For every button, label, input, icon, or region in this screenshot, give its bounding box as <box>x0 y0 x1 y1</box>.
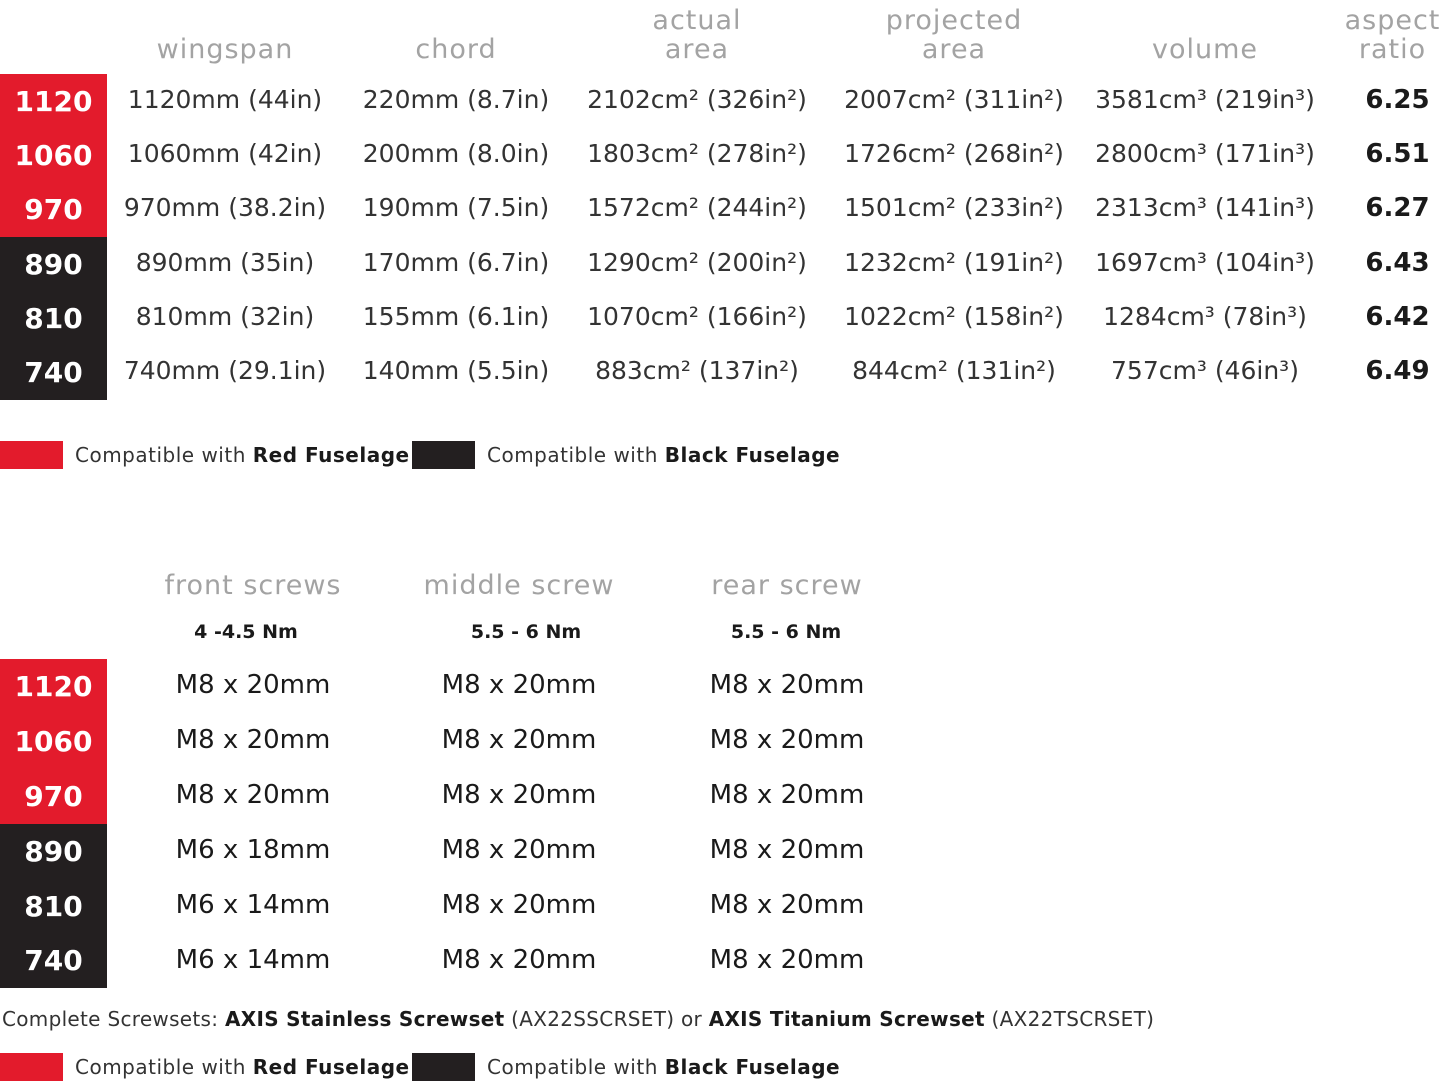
rear-screw-cell: M8 x 20mm <box>709 780 865 810</box>
projected-area-cell: 1232cm² (191in²) <box>844 248 1064 277</box>
legend-black-swatch <box>412 441 475 469</box>
projected-area-cell: 1022cm² (158in²) <box>844 302 1064 331</box>
legend-black-label: Compatible with Black Fuselage <box>487 1055 841 1079</box>
middle-screw-cell: M8 x 20mm <box>441 670 597 700</box>
aspect-ratio-cell: 6.42 <box>1365 302 1430 332</box>
volume-cell: 2800cm³ (171in³) <box>1095 139 1315 168</box>
legend-black-label: Compatible with Black Fuselage <box>487 443 841 467</box>
projected-area-cell: 1501cm² (233in²) <box>844 193 1064 222</box>
rear-screw-cell: M8 x 20mm <box>709 725 865 755</box>
size-label: 970 <box>0 769 107 824</box>
actual-area-cell: 1290cm² (200in²) <box>587 248 807 277</box>
front-screw-cell: M6 x 14mm <box>175 945 331 975</box>
middle-screw-cell: M8 x 20mm <box>441 835 597 865</box>
volume-cell: 1697cm³ (104in³) <box>1095 248 1315 277</box>
volume-cell: 2313cm³ (141in³) <box>1095 193 1315 222</box>
header-chord: chord <box>415 34 497 65</box>
size-label: 740 <box>0 934 107 988</box>
size-label: 1060 <box>0 129 107 183</box>
torque-front: 4 -4.5 Nm <box>194 621 298 643</box>
rear-screw-cell: M8 x 20mm <box>709 890 865 920</box>
front-screw-cell: M6 x 18mm <box>175 835 331 865</box>
projected-area-cell: 1726cm² (268in²) <box>844 139 1064 168</box>
size-label: 810 <box>0 292 107 346</box>
actual-area-cell: 1572cm² (244in²) <box>587 193 807 222</box>
legend-red-swatch <box>0 1053 63 1081</box>
legend-red-swatch <box>0 441 63 469</box>
chord-cell: 190mm (7.5in) <box>362 193 550 222</box>
aspect-ratio-cell: 6.51 <box>1365 139 1430 169</box>
wingspan-cell: 1060mm (42in) <box>127 139 323 168</box>
header-rear-screw: rear screw <box>711 570 863 601</box>
size-label: 1060 <box>0 714 107 769</box>
volume-cell: 3581cm³ (219in³) <box>1095 85 1315 114</box>
wingspan-cell: 810mm (32in) <box>135 302 315 331</box>
legend-red-label: Compatible with Red Fuselage <box>75 443 410 467</box>
volume-cell: 757cm³ (46in³) <box>1111 356 1299 385</box>
size-label: 1120 <box>0 74 107 129</box>
chord-cell: 170mm (6.7in) <box>362 248 550 277</box>
size-label: 890 <box>0 237 107 292</box>
middle-screw-cell: M8 x 20mm <box>441 780 597 810</box>
wingspan-cell: 970mm (38.2in) <box>123 193 327 222</box>
front-screw-cell: M8 x 20mm <box>175 780 331 810</box>
torque-rear: 5.5 - 6 Nm <box>730 621 842 643</box>
chord-cell: 155mm (6.1in) <box>362 302 550 331</box>
screwset-footnote: Complete Screwsets: AXIS Stainless Screwset (AX22SSCRSET) or AXIS Titanium Screwset (AX22TSCRSET) <box>2 1007 1155 1031</box>
front-screw-cell: M8 x 20mm <box>175 670 331 700</box>
header-front-screws: front screws <box>164 570 342 601</box>
legend-black-swatch <box>412 1053 475 1081</box>
chord-cell: 220mm (8.7in) <box>362 85 550 114</box>
front-screw-cell: M8 x 20mm <box>175 725 331 755</box>
header-projected-area: projected area <box>885 5 1023 65</box>
wingspan-cell: 890mm (35in) <box>135 248 315 277</box>
volume-cell: 1284cm³ (78in³) <box>1103 302 1307 331</box>
actual-area-cell: 1070cm² (166in²) <box>587 302 807 331</box>
header-wingspan: wingspan <box>156 34 294 65</box>
rear-screw-cell: M8 x 20mm <box>709 835 865 865</box>
middle-screw-cell: M8 x 20mm <box>441 725 597 755</box>
chord-cell: 140mm (5.5in) <box>362 356 550 385</box>
rear-screw-cell: M8 x 20mm <box>709 670 865 700</box>
size-label: 1120 <box>0 659 107 714</box>
header-volume: volume <box>1151 34 1259 65</box>
header-actual-area: actual area <box>652 5 742 65</box>
size-label: 890 <box>0 824 107 879</box>
aspect-ratio-cell: 6.27 <box>1365 193 1430 223</box>
actual-area-cell: 1803cm² (278in²) <box>587 139 807 168</box>
projected-area-cell: 2007cm² (311in²) <box>844 85 1064 114</box>
chord-cell: 200mm (8.0in) <box>362 139 550 168</box>
actual-area-cell: 2102cm² (326in²) <box>587 85 807 114</box>
aspect-ratio-cell: 6.43 <box>1365 248 1430 278</box>
wingspan-cell: 740mm (29.1in) <box>123 356 327 385</box>
actual-area-cell: 883cm² (137in²) <box>595 356 799 385</box>
legend-red-label: Compatible with Red Fuselage <box>75 1055 410 1079</box>
size-label: 970 <box>0 183 107 237</box>
header-middle-screw: middle screw <box>423 570 615 601</box>
wingspan-cell: 1120mm (44in) <box>127 85 323 114</box>
aspect-ratio-cell: 6.49 <box>1365 356 1430 386</box>
rear-screw-cell: M8 x 20mm <box>709 945 865 975</box>
projected-area-cell: 844cm² (131in²) <box>852 356 1056 385</box>
size-label: 810 <box>0 879 107 934</box>
front-screw-cell: M6 x 14mm <box>175 890 331 920</box>
torque-middle: 5.5 - 6 Nm <box>470 621 582 643</box>
middle-screw-cell: M8 x 20mm <box>441 890 597 920</box>
header-aspect-ratio: aspect ratio <box>1344 5 1441 65</box>
middle-screw-cell: M8 x 20mm <box>441 945 597 975</box>
aspect-ratio-cell: 6.25 <box>1365 85 1430 115</box>
size-label: 740 <box>0 346 107 400</box>
